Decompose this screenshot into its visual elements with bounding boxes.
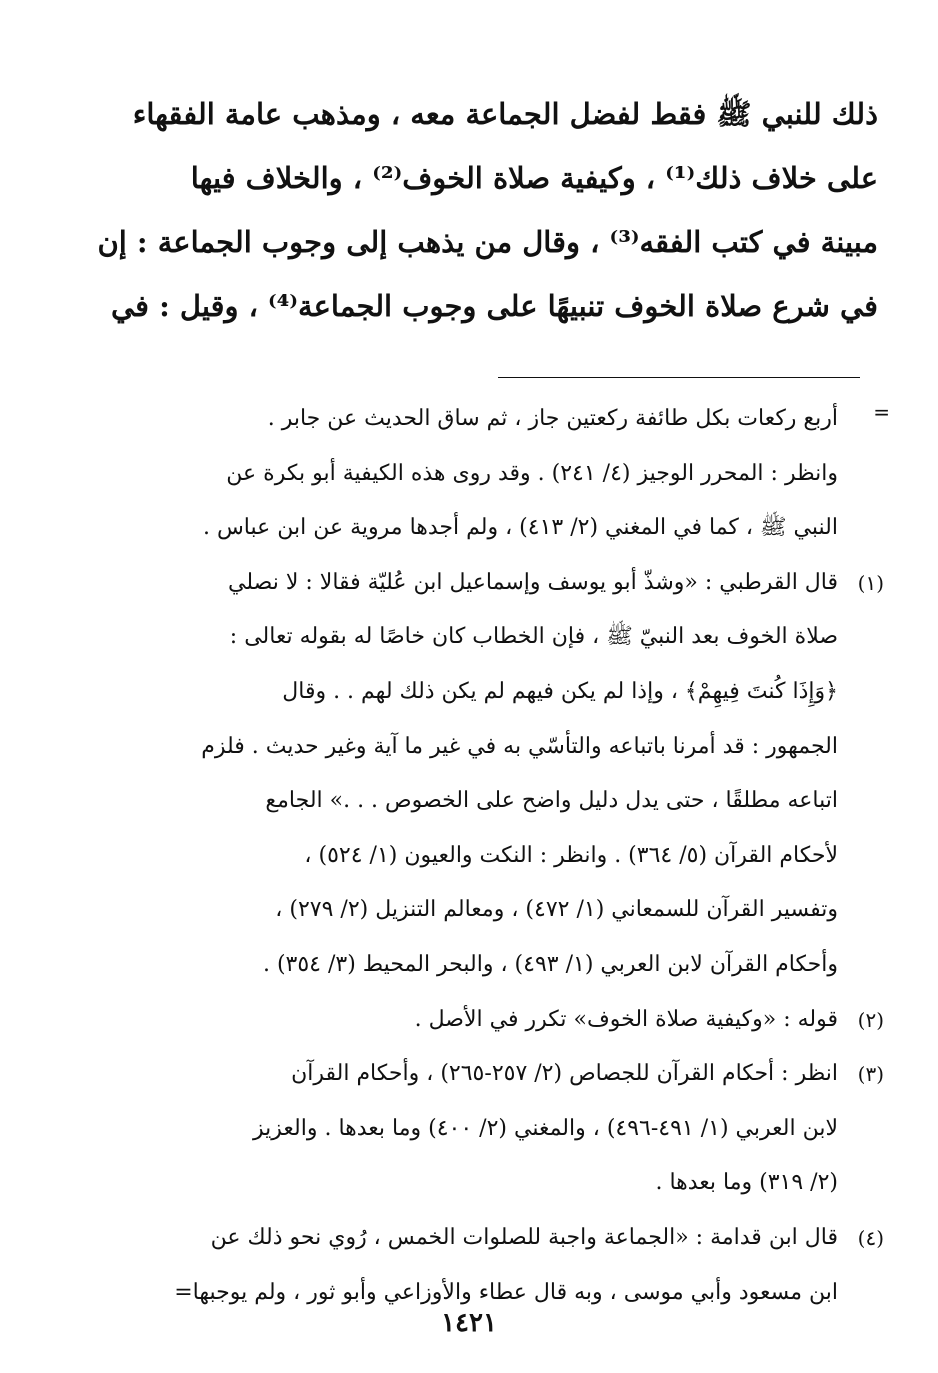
footnote-text: انظر : أحكام القرآن للجصاص (٢/ ٢٥٧-٢٦٥) ، وأحكام القرآن xyxy=(291,1061,838,1087)
footnote-line xyxy=(96,501,878,556)
footnote-line xyxy=(96,1047,884,1102)
footnote-line xyxy=(96,392,878,447)
footnote-line xyxy=(96,1156,878,1211)
footnote-line xyxy=(96,993,884,1048)
footnote-text: قال القرطبي : «وشذّ أبو يوسف وإسماعيل ابن عُليّة فقالا : لا نصلي xyxy=(228,569,838,595)
footnote-text: ﴿وَإِذَا كُنتَ فِيهِمْ﴾ ، وإذا لم يكن فيهم لم يكن ذلك لهم . . وقال xyxy=(282,678,838,704)
footnote-text: أربع ركعات بكل طائفة ركعتين جاز ، ثم ساق الحديث عن جابر . xyxy=(267,406,838,431)
footnote-text: لابن العربي (١/ ٤٩١-٤٩٦) ، والمغني (٢/ ٤٠٠) وما بعدها . والعزيز xyxy=(253,1115,838,1141)
main-text-line: على خلاف ذلك⁽¹⁾ ، وكيفية صلاة الخوف⁽²⁾ ، والخلاف فيها xyxy=(190,161,878,195)
footnote-line xyxy=(96,447,878,502)
footnote-number: (١) xyxy=(857,570,884,595)
footnote-text: ابن مسعود وأبي موسى ، وبه قال عطاء والأوزاعي وأبو ثور ، ولم يوجبها= xyxy=(174,1279,838,1305)
footnotes xyxy=(96,392,884,1320)
footnote-line xyxy=(96,1211,884,1266)
footnote-line xyxy=(96,829,878,884)
footnote-line xyxy=(96,665,878,720)
page-number: ١٤٢١ xyxy=(441,1308,497,1338)
footnote-number: (٤) xyxy=(857,1225,884,1250)
footnote-line xyxy=(96,938,878,993)
footnote-text: قال ابن قدامة : «الجماعة واجبة للصلوات الخمس ، رُوي نحو ذلك عن xyxy=(210,1224,838,1250)
footnote-line xyxy=(96,610,878,665)
footnote-number: (٣) xyxy=(857,1062,884,1087)
footnote-line xyxy=(96,556,884,611)
footnote-text: وتفسير القرآن للسمعاني (١/ ٤٧٢) ، ومعالم التنزيل (٢/ ٢٧٩) ، xyxy=(275,897,838,923)
footnote-text: اتباعه مطلقًا ، حتى يدل دليل واضح على الخصوص . . .» الجامع xyxy=(265,788,838,814)
footnote-text: النبي ﷺ ، كما في المغني (٢/ ٤١٣) ، ولم أجدها مروية عن ابن عباس . xyxy=(202,515,838,541)
main-text-line: في شرع صلاة الخوف تنبيهًا على وجوب الجماعة⁽⁴⁾ ، وقيل : في xyxy=(110,289,878,323)
footnote-line xyxy=(96,720,878,775)
footnote-text: الجمهور : قد أمرنا باتباعه والتأسّي به في غير ما آية وغير حديث . فلزم xyxy=(201,733,838,759)
footnote-text: وأحكام القرآن لابن العربي (١/ ٤٩٣) ، والبحر المحيط (٣/ ٣٥٤) . xyxy=(262,951,838,977)
footnote-line xyxy=(96,774,878,829)
footnote-text: قوله : «وكيفية صلاة الخوف» تكرر في الأصل . xyxy=(414,1006,838,1032)
footnote-text: صلاة الخوف بعد النبيّ ﷺ ، فإن الخطاب كان خاصًا له بقوله تعالى : xyxy=(229,624,838,650)
footnote-line xyxy=(96,1102,878,1157)
footnote-number: (٢) xyxy=(857,1007,884,1032)
main-text-line: مبينة في كتب الفقه⁽³⁾ ، وقال من يذهب إلى وجوب الجماعة : إن xyxy=(97,225,878,259)
main-text xyxy=(96,82,878,338)
footnote-text: (٢/ ٣١٩) وما بعدها . xyxy=(655,1170,838,1196)
footnote-separator xyxy=(498,377,860,378)
main-text-line: ذلك للنبي ﷺ فقط لفضل الجماعة معه ، ومذهب عامة الفقهاء xyxy=(132,97,878,131)
footnote-line xyxy=(96,883,878,938)
continuation-mark: = xyxy=(873,400,890,424)
footnote-text: وانظر : المحرر الوجيز (٤/ ٢٤١) . وقد روى هذه الكيفية أبو بكرة عن xyxy=(226,460,838,486)
footnote-text: لأحكام القرآن (٥/ ٣٦٤) . وانظر : النكت والعيون (١/ ٥٢٤) ، xyxy=(304,842,838,868)
